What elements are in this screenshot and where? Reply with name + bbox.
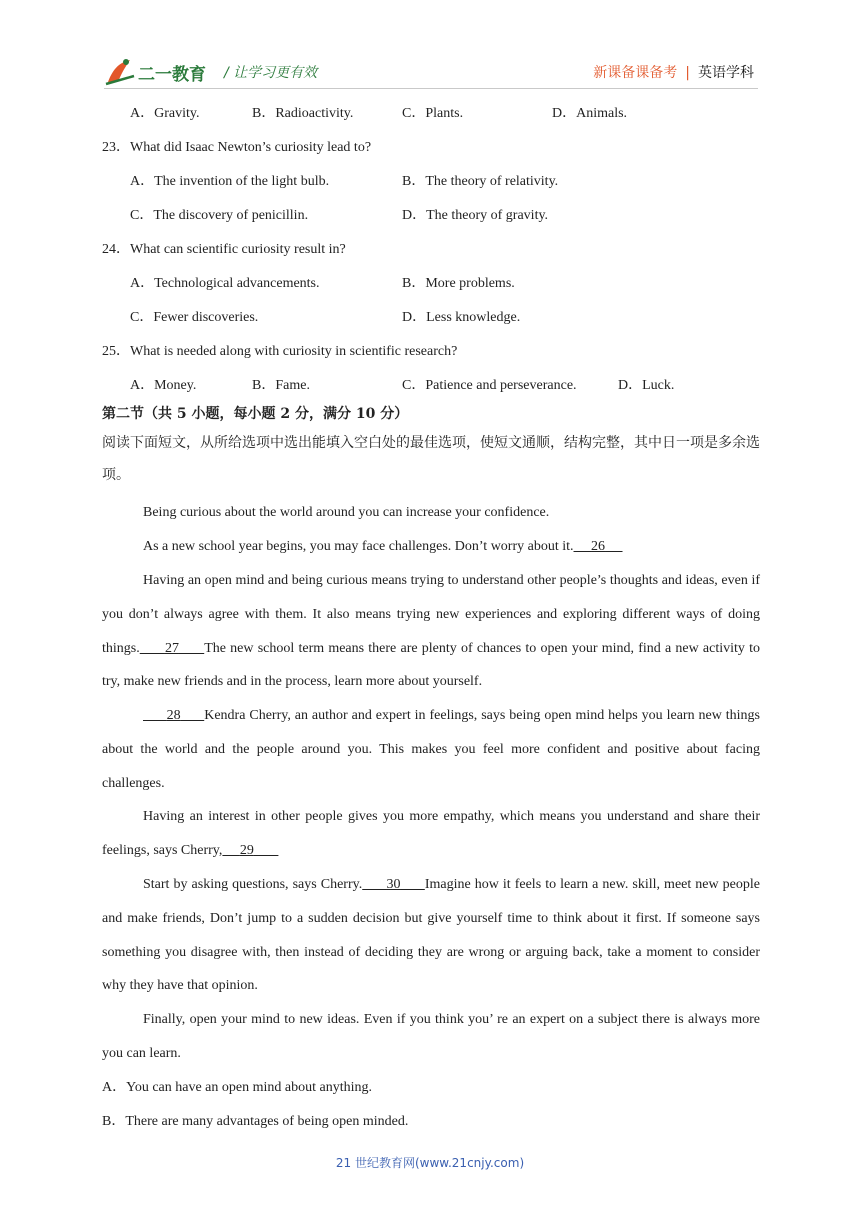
p1-text: Being curious about the world around you can increase your confidence. — [143, 505, 550, 520]
p7-text: Finally, open your mind to new ideas. Even if you think you’ re an expert on a subject there is always more you can learn. — [102, 1012, 760, 1061]
q24-option-a: A．Technological advancements. — [130, 276, 320, 291]
p3-after: The new school term means there are plenty of chances to open your mind, find a new activity to try, make new friends and in the process, learn more about yourself. — [102, 640, 760, 690]
q22-option-c: C．Plants. — [402, 106, 464, 121]
brand-label: 新课备课备考 — [593, 65, 678, 81]
logo-icon — [104, 56, 214, 88]
p6-text: Start by asking questions, says Cherry. — [143, 877, 363, 892]
choice-a: A．You can have an open mind about anything. — [102, 1080, 372, 1095]
q22-option-a: A．Gravity. — [130, 106, 200, 121]
page-header — [0, 0, 860, 96]
passage-paragraph-2 — [102, 530, 760, 564]
q24-option-b: B．More problems. — [402, 276, 515, 291]
blank-27: 27 — [164, 640, 179, 656]
p2-text: As a new school year begins, you may face challenges. Don’t worry about it. — [143, 539, 574, 554]
blank-28: 28 — [166, 708, 181, 723]
q25-option-c: C．Patience and perseverance. — [402, 378, 577, 393]
header-separator: | — [685, 65, 690, 81]
passage-paragraph-5 — [102, 800, 760, 868]
p4-text: Kendra Cherry, an author and expert in feelings, says being open mind helps you learn new things about the world and the people around you. This makes you feel more confident and positive about facing challenges. — [102, 708, 761, 791]
choice-b: B．There are many advantages of being open minded. — [102, 1114, 409, 1129]
blank-29: 29 — [239, 842, 254, 858]
header-divider — [104, 88, 758, 89]
passage-paragraph-1 — [102, 496, 760, 530]
q23-stem: 23．What did Isaac Newton’s curiosity lead to? — [102, 140, 372, 155]
passage-paragraph-4 — [102, 699, 760, 800]
q24-stem: 24．What can scientific curiosity result in? — [102, 242, 346, 257]
passage-paragraph-3 — [102, 564, 760, 699]
p6-after: Imagine how it feels to learn a new. skill, meet new people and make friends, Don’t jump to a sudden decision but give yourself time to think about it first. If someone says something you disagree with, then instead of deciding they are wrong or arguing back, take a moment to consider why they have that opinion. — [102, 877, 761, 994]
subject-label: 英语学科 — [698, 65, 754, 81]
p5-text: Having an interest in other people gives you more empathy, which means you understand and share their feelings, says Cherry, — [102, 809, 760, 858]
q23-option-b: B．The theory of relativity. — [402, 174, 559, 189]
section-title: 第二节（共 5 小题，每小题 2 分，满分 10 分） — [102, 406, 409, 422]
passage-paragraph-6 — [102, 868, 760, 1003]
passage-paragraph-7 — [102, 1003, 760, 1071]
q24-option-d: D．Less knowledge. — [402, 310, 521, 325]
section-instruction: 阅读下面短文，从所给选项中选出能填入空白处的最佳选项，使短文通顺，结构完整，其中日一项是多余选项。 — [102, 435, 760, 483]
header-right — [593, 62, 754, 82]
q23-option-a: A．The invention of the light bulb. — [130, 174, 330, 189]
q23-option-c: C．The discovery of penicillin. — [130, 208, 309, 223]
q25-option-a: A．Money. — [130, 378, 197, 393]
p3-text: Having an open mind and being curious means trying to understand other people’s thoughts and ideas, even if you don’t always agree with them. It also means trying new experiences and exploring different ways of doing things. — [102, 573, 760, 656]
slogan: / 让学习更有效 — [224, 65, 318, 81]
blank-30: 30 — [386, 877, 401, 892]
q23-option-d: D．The theory of gravity. — [402, 208, 549, 223]
q25-stem: 25．What is needed along with curiosity in scientific research? — [102, 344, 458, 359]
q22-option-d: D．Animals. — [552, 106, 628, 121]
page-footer: 21 世纪教育网(www.21cnjy.com) — [335, 1156, 525, 1170]
logo-text: 二一教育 — [138, 65, 206, 85]
q22-option-b: B．Radioactivity. — [252, 106, 354, 121]
q24-option-c: C．Fewer discoveries. — [130, 310, 259, 325]
blank-26: 26 — [591, 539, 606, 554]
q25-option-d: D．Luck. — [618, 378, 675, 393]
q25-option-b: B．Fame. — [252, 378, 310, 393]
